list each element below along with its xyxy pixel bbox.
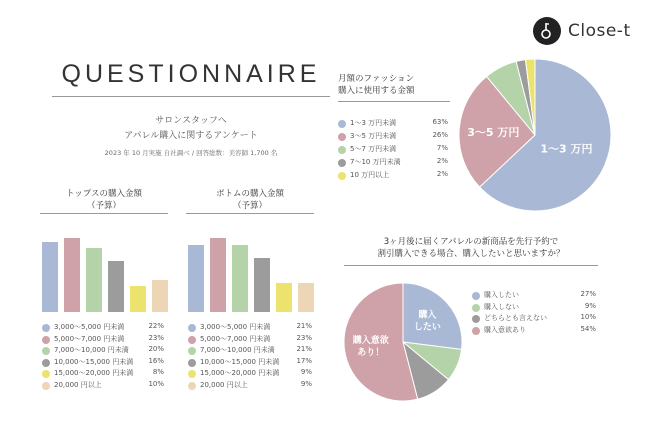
legend-swatch: [42, 370, 50, 378]
preorder-question-title: [344, 236, 598, 260]
legend-value: 16%: [148, 356, 164, 365]
tops-chart-title: [40, 188, 168, 212]
legend-swatch: [188, 382, 196, 390]
legend-item: [472, 302, 596, 314]
monthly-spend-legend: [338, 118, 448, 183]
legend-value: 7%: [436, 144, 448, 152]
legend-label: 5,000〜7,000 円未満: [54, 334, 125, 343]
legend-swatch: [42, 336, 50, 344]
legend-value: 2%: [436, 170, 448, 178]
legend-swatch: [188, 336, 196, 344]
bottoms-divider: [186, 213, 314, 214]
legend-swatch: [188, 324, 196, 332]
legend-item: [188, 345, 312, 357]
legend-item: [42, 368, 164, 380]
legend-swatch: [472, 315, 480, 323]
legend-item: [338, 170, 448, 183]
legend-swatch: [42, 382, 50, 390]
chart-title-line: 購入に使用する金額: [338, 86, 415, 96]
legend-item: [42, 334, 164, 346]
chart-title-line: ボトムの購入金額: [215, 189, 284, 199]
legend-label: 20,000 円以上: [54, 380, 102, 389]
tops-legend: [42, 322, 164, 391]
legend-value: 10%: [148, 379, 164, 388]
bottoms-legend: [188, 322, 312, 391]
pie-slice-label: したい: [413, 322, 441, 333]
legend-label: 3,000〜5,000 円未満: [200, 323, 271, 331]
preorder-pie: [343, 282, 463, 402]
legend-value: 8%: [152, 368, 164, 376]
legend-item: [188, 357, 312, 369]
pie-slice-label: 1〜3 万円: [540, 142, 593, 156]
legend-swatch: [188, 347, 196, 355]
legend-swatch: [338, 120, 346, 128]
bar: [210, 238, 226, 312]
legend-item: [338, 157, 448, 170]
legend-item: [472, 290, 596, 302]
bottoms-bar-chart: [186, 232, 316, 312]
legend-swatch: [472, 327, 480, 335]
legend-swatch: [42, 359, 50, 367]
legend-swatch: [338, 133, 346, 141]
legend-item: [188, 334, 312, 346]
legend-value: 17%: [296, 356, 312, 365]
chart-title-line: 割引購入できる場合、購入したいと思いますか？: [377, 249, 565, 259]
bar: [232, 245, 248, 312]
legend-value: 63%: [432, 118, 448, 126]
chart-title-line: 月額のファッション: [338, 74, 415, 84]
legend-label: 3,000〜5,000 円未満: [54, 323, 125, 331]
legend-swatch: [338, 172, 346, 180]
legend-value: 20%: [148, 345, 164, 353]
tops-bar-chart: [40, 232, 170, 312]
legend-label: 購入しない: [484, 302, 519, 311]
legend-item: [42, 357, 164, 369]
bar: [298, 283, 314, 312]
legend-item: [472, 325, 596, 337]
legend-item: [42, 380, 164, 392]
legend-item: [188, 380, 312, 392]
legend-label: 20,000 円以上: [200, 380, 248, 389]
chart-title-line: 3ヶ月後に届くアパレルの新商品を先行予約で: [383, 237, 559, 247]
legend-value: 23%: [296, 333, 312, 342]
logo: [533, 14, 631, 48]
legend-label: 7,000〜10,000 円未満: [200, 346, 275, 354]
legend-swatch: [42, 347, 50, 355]
legend-value: 21%: [296, 345, 312, 353]
legend-label: 10,000〜15,000 円未満: [200, 357, 280, 366]
legend-item: [472, 313, 596, 325]
title-divider: [52, 96, 330, 97]
legend-value: 10%: [580, 313, 596, 321]
legend-item: [42, 345, 164, 357]
key-icon: [533, 17, 561, 45]
monthly-spend-pie: [458, 58, 612, 212]
tops-divider: [40, 213, 168, 214]
survey-meta: 2023 年 10 月実施 自社調べ / 回答総数：美容師 1,700 名: [104, 149, 278, 157]
bar: [64, 238, 80, 312]
pie-slice-label: あり！: [357, 348, 385, 359]
legend-value: 9%: [300, 379, 312, 388]
legend-value: 2%: [436, 157, 448, 165]
monthly-spend-divider: [338, 101, 450, 102]
bottoms-chart-title: [186, 188, 314, 212]
legend-swatch: [338, 159, 346, 167]
legend-swatch: [42, 324, 50, 332]
bar: [254, 258, 270, 312]
legend-value: 9%: [300, 368, 312, 376]
preorder-divider: [344, 265, 598, 266]
bar: [130, 286, 146, 312]
bar: [152, 280, 168, 312]
legend-value: 22%: [148, 322, 164, 330]
legend-label: 10,000〜15,000 円未満: [54, 357, 134, 366]
legend-label: 10 万円以上: [350, 171, 390, 179]
legend-swatch: [338, 146, 346, 154]
legend-label: 5〜7 万円未満: [350, 145, 397, 153]
bar: [276, 283, 292, 312]
legend-value: 23%: [148, 333, 164, 342]
legend-label: どちらとも言えない: [484, 314, 547, 322]
legend-label: 7,000〜10,000 円未満: [54, 346, 129, 354]
legend-label: 15,000〜20,000 円未満: [200, 369, 280, 377]
legend-value: 54%: [580, 324, 596, 333]
legend-label: 購入したい: [484, 291, 519, 299]
legend-label: 5,000〜7,000 円未満: [200, 334, 271, 343]
chart-title-line: （予算）: [86, 201, 121, 211]
bar: [108, 261, 124, 312]
pie-slice-label: 購入意欲: [352, 336, 389, 347]
legend-item: [188, 322, 312, 334]
legend-label: 1〜3 万円未満: [350, 119, 397, 127]
chart-title-line: （予算）: [232, 201, 267, 211]
pie-slice-label: 購入: [418, 310, 437, 321]
legend-label: 15,000〜20,000 円未満: [54, 369, 134, 377]
bar: [86, 248, 102, 312]
legend-label: 7〜10 万円未満: [350, 158, 401, 166]
legend-value: 21%: [296, 322, 312, 330]
legend-swatch: [188, 370, 196, 378]
legend-item: [338, 118, 448, 131]
legend-swatch: [472, 304, 480, 312]
bar: [188, 245, 204, 312]
legend-value: 27%: [580, 290, 596, 298]
logo-text: Close-t: [568, 21, 631, 41]
survey-subtitle-line2: アパレル購入に関するアンケート: [124, 131, 258, 141]
monthly-spend-title: [338, 73, 438, 97]
survey-subtitle-line1: サロンスタッフへ: [155, 116, 227, 126]
page-title: QUESTIONNAIRE: [61, 60, 321, 88]
preorder-legend: [472, 290, 596, 336]
legend-label: 3〜5 万円未満: [350, 132, 397, 140]
legend-item: [338, 131, 448, 144]
chart-title-line: トップスの購入金額: [66, 189, 142, 199]
legend-swatch: [188, 359, 196, 367]
legend-item: [188, 368, 312, 380]
legend-swatch: [472, 292, 480, 300]
legend-item: [42, 322, 164, 334]
legend-value: 26%: [432, 131, 448, 139]
legend-value: 9%: [584, 301, 596, 310]
legend-label: 購入意欲あり: [484, 325, 526, 334]
pie-slice-label: 3〜5 万円: [467, 126, 520, 140]
bar: [42, 242, 58, 312]
legend-item: [338, 144, 448, 157]
